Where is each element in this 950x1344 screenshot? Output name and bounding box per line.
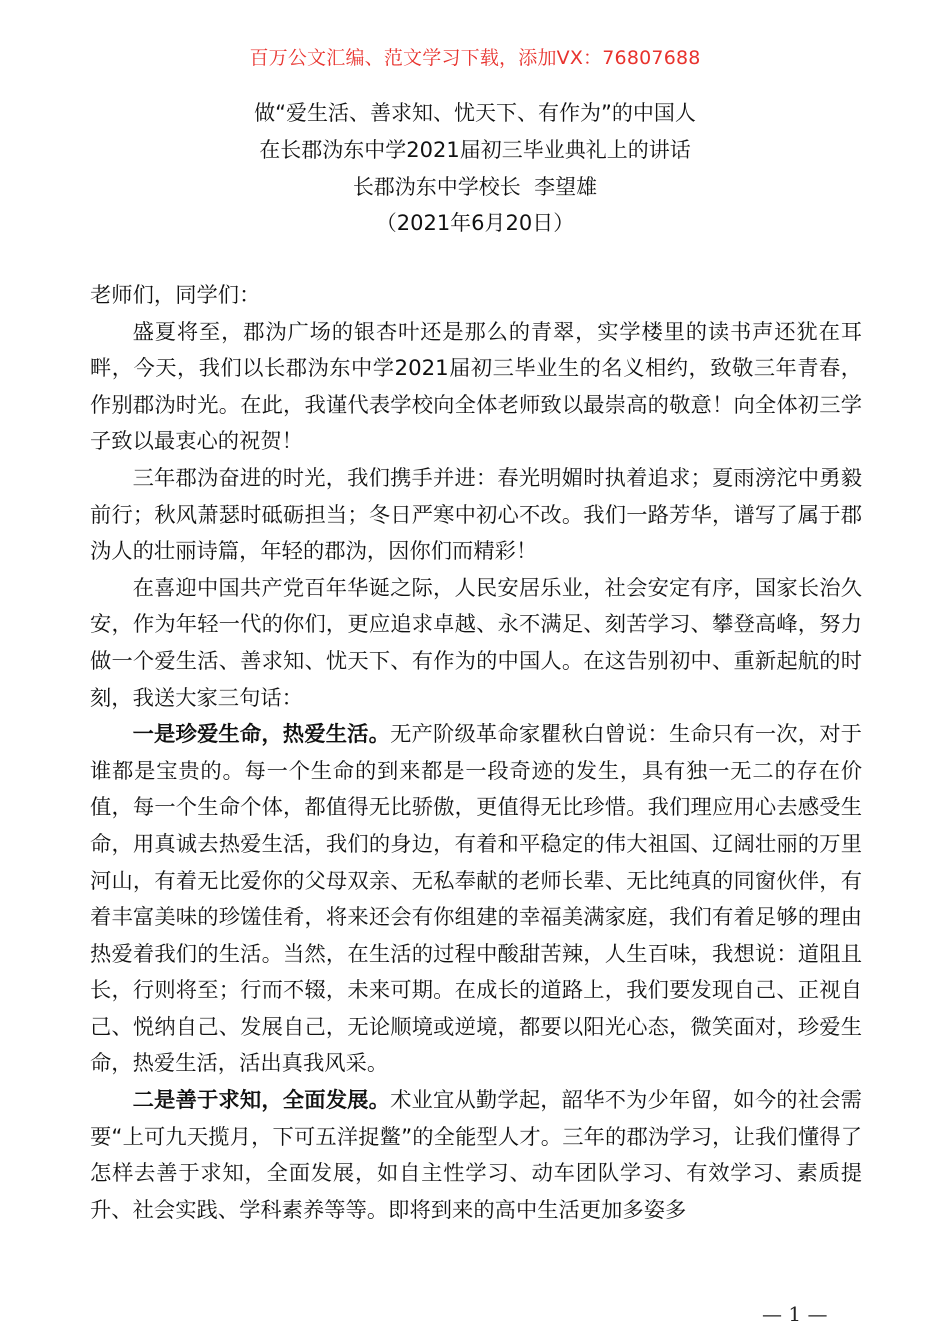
paragraph-text: 三年郡沩奋进的时光，我们携手并进：春光明媚时执着追求；夏雨滂沱中勇毅前行；秋风萧瑟时砥砺担当；冬日严寒中初心不改。我们一路芳华，谱写了属于郡沩人的壮丽诗篇，年轻的郡沩，因你们而精彩！: [90, 465, 862, 565]
document-title: 做“爱生活、善求知、忧天下、有作为”的中国人: [254, 101, 696, 125]
paragraph: [90, 1083, 862, 1229]
paragraph-text: 盛夏将至，郡沩广场的银杏叶还是那么的青翠，实学楼里的读书声还犹在耳畔，今天，我们以长郡沩东中学2021届初三毕业生的名义相约，致敬三年青春，作别郡沩时光。在此，我谨代表学校向全体老师致以最崇高的敬意！向全体初三学子致以最衷心的祝贺！: [90, 319, 862, 455]
watermark-banner: 百万公文汇编、范文学习下载，添加VX：76807688: [249, 47, 701, 69]
document-author: 长郡沩东中学校长 李望雄: [352, 174, 598, 199]
paragraph: [90, 315, 862, 461]
paragraph-lead-heading: 二是善于求知，全面发展。: [132, 1088, 391, 1114]
salutation: 老师们，同学们：: [90, 283, 261, 308]
paragraph-text: 术业宜从勤学起，韶华不为少年留，如今的社会需要“上可九天揽月，下可五洋捉鳖”的全能型人才。三年的郡沩学习，让我们懂得了怎样去善于求知，全面发展，如自主性学习、动车团队学习、有效学习、素质提升、社会实践、学科素养等等。即将到来的高中生活更加多姿多: [90, 1088, 862, 1223]
document-date: （2021年6月20日）: [375, 211, 575, 236]
page-number: — 1 —: [762, 1302, 828, 1326]
document-body: [90, 278, 862, 1229]
paragraph: [90, 571, 862, 717]
document-subtitle: 在长郡沩东中学2021届初三毕业典礼上的讲话: [259, 137, 691, 162]
paragraph-lead-heading: 一是珍爱生命，热爱生活。: [132, 722, 391, 748]
paragraph: [90, 717, 862, 1083]
paragraph-text: 在喜迎中国共产党百年华诞之际，人民安居乐业，社会安定有序，国家长治久安，作为年轻一代的你们，更应追求卓越、永不满足、刻苦学习、攀登高峰，努力做一个爱生活、善求知、忧天下、有作为的中国人。在这告别初中、重新起航的时刻，我送大家三句话：: [90, 575, 862, 711]
paragraph: [90, 461, 862, 571]
document-header: [0, 95, 950, 242]
paragraph-text: 无产阶级革命家瞿秋白曾说：生命只有一次，对于谁都是宝贵的。每一个生命的到来都是一段奇迹的发生，具有独一无二的存在价值，每一个生命个体，都值得无比骄傲，更值得无比珍惜。我们理应用心去感受生命，用真诚去热爱生活，我们的身边，有着和平稳定的伟大祖国、辽阔壮丽的万里河山，有着无比爱你的父母双亲、无私奉献的老师长辈、无比纯真的同窗伙伴，有着丰富美味的珍馐佳肴，将来还会有你组建的幸福美满家庭，我们有着足够的理由热爱着我们的生活。当然，在生活的过程中酸甜苦辣，人生百味，我想说：道阻且长，行则将至；行而不辍，未来可期。在成长的道路上，我们要发现自己、正视自己、悦纳自己、发展自己，无论顺境或逆境，都要以阳光心态，微笑面对，珍爱生命，热爱生活，活出真我风采。: [90, 722, 862, 1077]
